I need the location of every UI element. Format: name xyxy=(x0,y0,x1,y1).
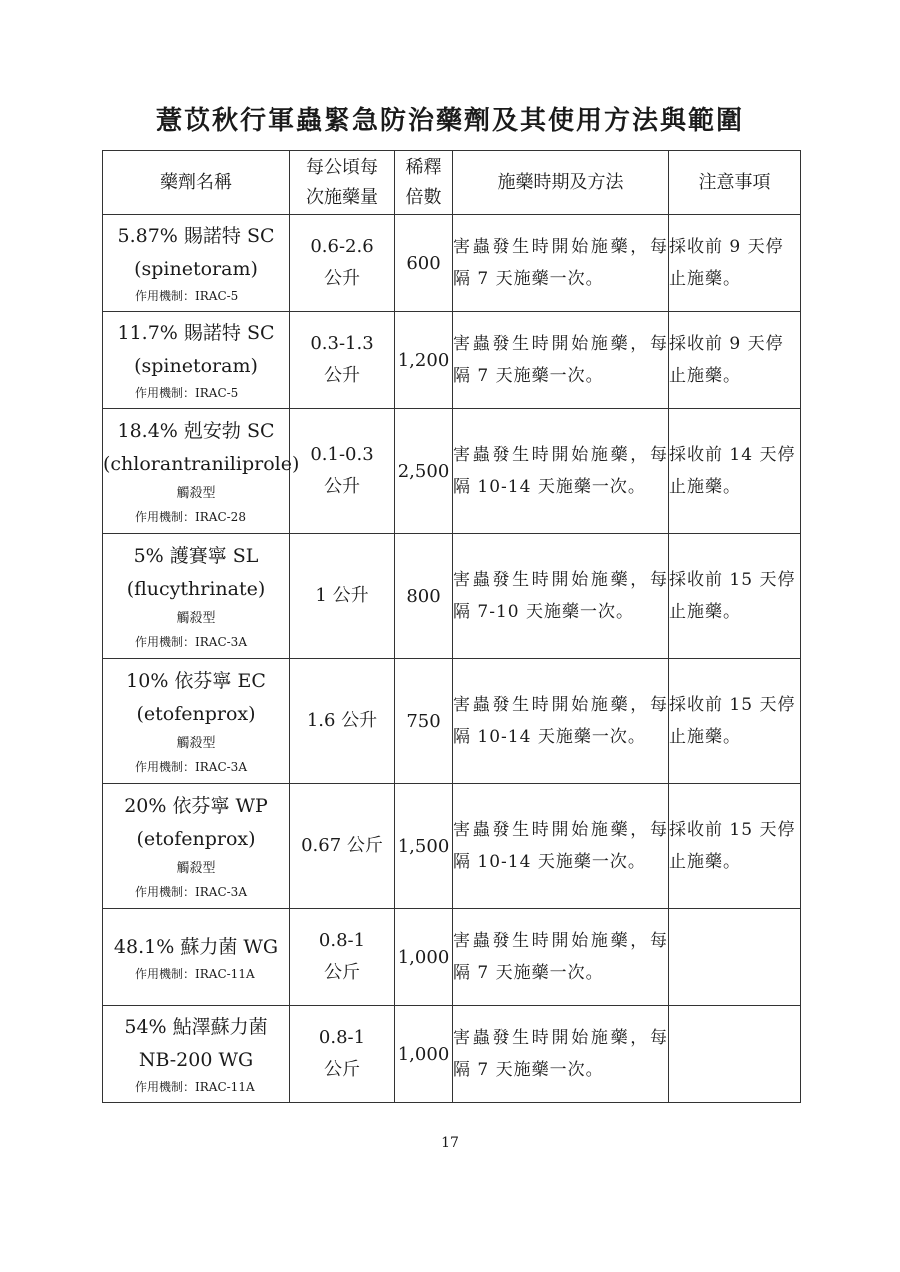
pesticide-name-sub: (etofenprox) xyxy=(136,703,256,725)
pesticide-name: 5.87% 賜諾特 SC xyxy=(117,225,275,247)
notes-cell: 採收前 9 天停止施藥。 xyxy=(669,312,801,409)
dose-unit: 公斤 xyxy=(324,1059,360,1080)
method-cell: 害蟲發生時開始施藥，每隔 7 天施藥一次。 xyxy=(453,312,669,409)
dose-cell xyxy=(290,534,395,659)
dilution-cell: 1,000 xyxy=(395,909,453,1006)
header-dilution-line2: 倍數 xyxy=(405,186,442,208)
method-cell: 害蟲發生時開始施藥，每隔 7 天施藥一次。 xyxy=(453,1006,669,1103)
dilution-cell: 1,000 xyxy=(395,1006,453,1103)
dilution-cell: 1,500 xyxy=(395,784,453,909)
pesticide-name: 48.1% 蘇力菌 WG xyxy=(113,935,279,958)
header-name: 藥劑名稱 xyxy=(103,151,290,215)
table-row xyxy=(103,215,801,312)
method-cell: 害蟲發生時開始施藥，每隔 10-14 天施藥一次。 xyxy=(453,409,669,534)
action-type: 觸殺型 xyxy=(176,486,216,501)
dose-cell xyxy=(290,215,395,312)
method-cell: 害蟲發生時開始施藥，每隔 7-10 天施藥一次。 xyxy=(453,534,669,659)
method-cell: 害蟲發生時開始施藥，每隔 10-14 天施藥一次。 xyxy=(453,659,669,784)
name-cell xyxy=(103,312,290,409)
pesticide-name: 10% 依芬寧 EC xyxy=(126,670,266,692)
method-cell: 害蟲發生時開始施藥，每隔 7 天施藥一次。 xyxy=(453,909,669,1006)
name-cell xyxy=(103,215,290,312)
dose-cell xyxy=(290,659,395,784)
dilution-cell: 1,200 xyxy=(395,312,453,409)
header-method: 施藥時期及方法 xyxy=(453,151,669,215)
mechanism-label: 作用機制：IRAC-28 xyxy=(135,510,246,524)
table-row xyxy=(103,909,801,1006)
pesticide-name-sub: (spinetoram) xyxy=(134,355,258,377)
pesticide-name: 54% 鮎澤蘇力菌 xyxy=(124,1016,268,1038)
dose-value: 1.6 公升 xyxy=(306,710,378,731)
header-notes: 注意事項 xyxy=(669,151,801,215)
table-row xyxy=(103,534,801,659)
pesticide-name: 5% 護賽寧 SL xyxy=(133,545,259,567)
pesticide-name-sub: (chlorantraniliprole) xyxy=(103,453,300,475)
header-dose-line1: 每公頃每 xyxy=(306,156,378,178)
pesticide-name: 11.7% 賜諾特 SC xyxy=(117,322,275,344)
dose-value: 0.8-1 xyxy=(318,1027,366,1048)
dose-value: 0.6-2.6 xyxy=(310,236,374,257)
dose-value: 0.67 公斤 xyxy=(301,835,383,856)
pesticide-name-sub: NB-200 WG xyxy=(138,1049,254,1071)
pesticide-name-sub: (etofenprox) xyxy=(136,828,256,850)
notes-cell: 採收前 15 天停止施藥。 xyxy=(669,659,801,784)
dose-value: 0.8-1 xyxy=(318,930,366,951)
notes-cell xyxy=(669,1006,801,1103)
name-cell xyxy=(103,409,300,534)
header-dose xyxy=(290,151,395,215)
table-row xyxy=(103,409,801,534)
pesticide-table xyxy=(102,150,801,1103)
header-dose-line2: 次施藥量 xyxy=(306,186,378,208)
dilution-cell: 600 xyxy=(395,215,453,312)
notes-cell xyxy=(669,909,801,1006)
name-cell xyxy=(103,534,290,659)
dose-unit: 公升 xyxy=(324,476,360,497)
dose-unit: 公升 xyxy=(324,268,360,289)
dose-cell xyxy=(290,909,395,1006)
dilution-cell: 800 xyxy=(395,534,453,659)
notes-cell: 採收前 15 天停止施藥。 xyxy=(669,784,801,909)
name-cell xyxy=(103,784,290,909)
page-title: 薏苡秋行軍蟲緊急防治藥劑及其使用方法與範圍 xyxy=(155,106,744,136)
action-type: 觸殺型 xyxy=(176,736,216,751)
name-cell xyxy=(103,1006,290,1103)
dose-cell xyxy=(290,312,395,409)
mechanism-label: 作用機制：IRAC-3A xyxy=(135,760,247,774)
action-type: 觸殺型 xyxy=(176,611,216,626)
method-cell: 害蟲發生時開始施藥，每隔 10-14 天施藥一次。 xyxy=(453,784,669,909)
dose-value: 0.3-1.3 xyxy=(310,333,374,354)
dose-cell xyxy=(290,1006,395,1103)
mechanism-label: 作用機制：IRAC-3A xyxy=(135,635,247,649)
notes-cell: 採收前 14 天停止施藥。 xyxy=(669,409,801,534)
mechanism-label: 作用機制：IRAC-5 xyxy=(135,386,239,400)
mechanism-label: 作用機制：IRAC-11A xyxy=(135,966,255,981)
dose-cell xyxy=(290,409,395,534)
table-row xyxy=(103,784,801,909)
page-number: 17 xyxy=(441,1135,459,1151)
header-dilution-line1: 稀釋 xyxy=(405,156,442,178)
notes-cell: 採收前 9 天停止施藥。 xyxy=(669,215,801,312)
header-dilution xyxy=(395,151,453,215)
name-cell xyxy=(103,659,290,784)
pesticide-name: 18.4% 剋安勃 SC xyxy=(117,420,275,442)
dose-value: 0.1-0.3 xyxy=(310,444,374,465)
pesticide-name-sub: (flucythrinate) xyxy=(126,578,266,600)
dilution-cell: 2,500 xyxy=(395,409,453,534)
pesticide-name-sub: (spinetoram) xyxy=(134,258,258,280)
header-row xyxy=(103,151,801,215)
dose-value: 1 公升 xyxy=(315,585,369,606)
pesticide-name: 20% 依芬寧 WP xyxy=(124,795,268,817)
mechanism-label: 作用機制：IRAC-11A xyxy=(135,1080,255,1094)
dilution-cell: 750 xyxy=(395,659,453,784)
dose-cell xyxy=(290,784,395,909)
dose-unit: 公升 xyxy=(324,365,360,386)
mechanism-label: 作用機制：IRAC-5 xyxy=(135,289,239,303)
dose-unit: 公斤 xyxy=(324,962,360,983)
action-type: 觸殺型 xyxy=(176,861,216,876)
name-cell xyxy=(103,909,290,1006)
method-cell: 害蟲發生時開始施藥，每隔 7 天施藥一次。 xyxy=(453,215,669,312)
mechanism-label: 作用機制：IRAC-3A xyxy=(135,885,247,899)
table-row xyxy=(103,1006,801,1103)
table-row xyxy=(103,659,801,784)
notes-cell: 採收前 15 天停止施藥。 xyxy=(669,534,801,659)
table-row xyxy=(103,312,801,409)
